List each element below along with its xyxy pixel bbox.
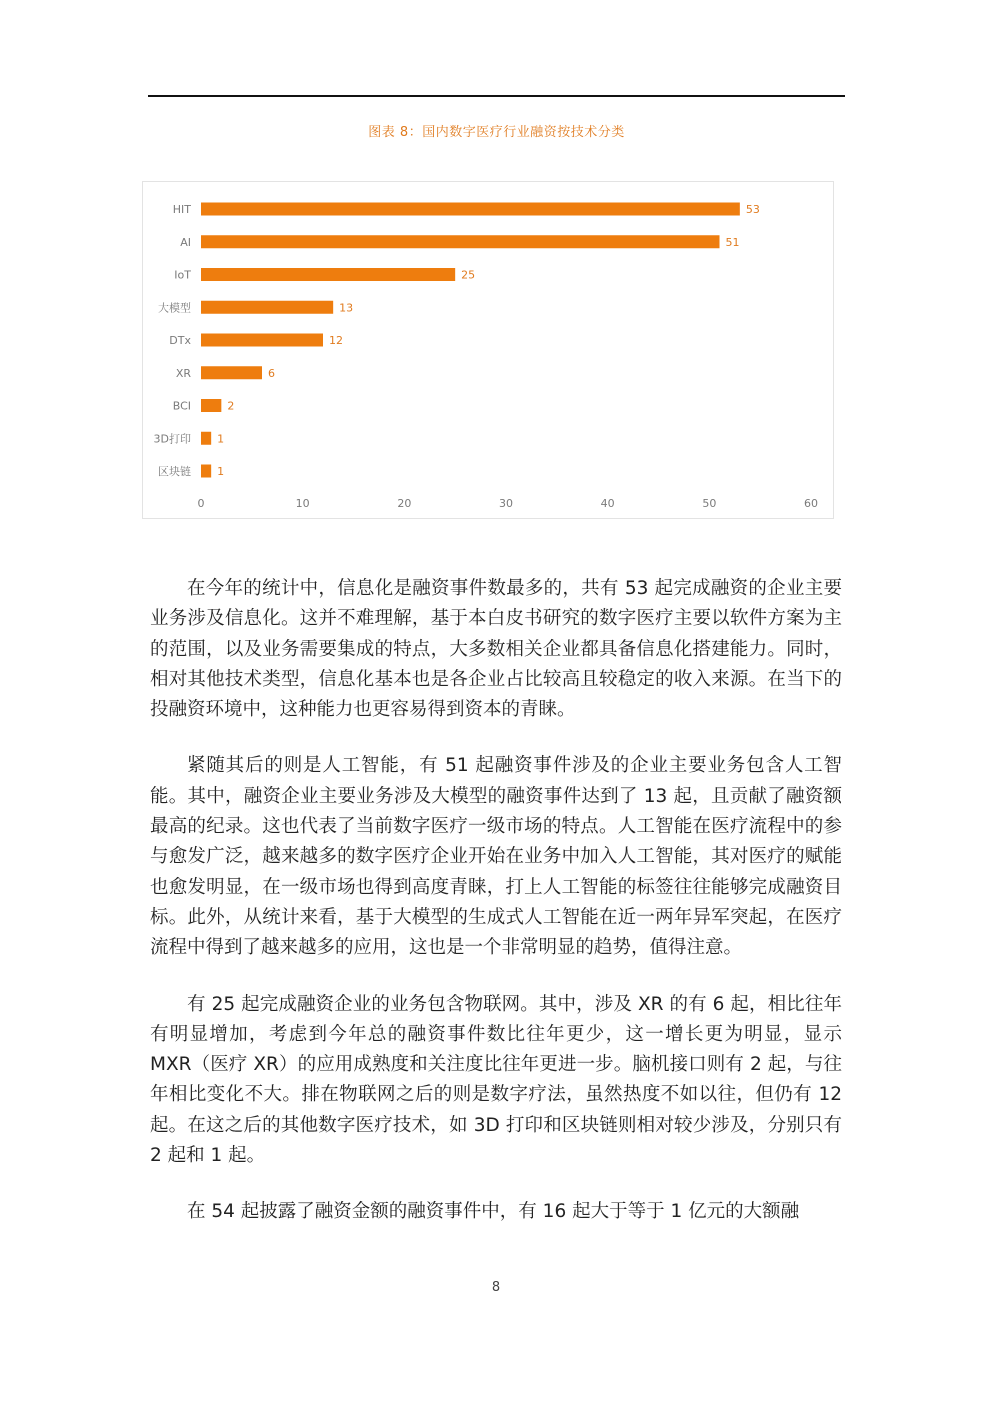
- bar-value-label: 2: [227, 399, 235, 413]
- paragraph-4: 在 54 起披露了融资金额的融资事件中，有 16 起大于等于 1 亿元的大额融: [187, 1201, 800, 1223]
- category-label: 大模型: [158, 301, 191, 315]
- category-label: IoT: [174, 268, 191, 282]
- bar-value-label: 6: [268, 366, 275, 380]
- category-label: HIT: [172, 203, 191, 216]
- bar-value-label: 12: [329, 334, 343, 347]
- category-label: XR: [175, 366, 191, 380]
- bar-chart-svg: [143, 182, 833, 518]
- bar-value-label: 51: [725, 235, 740, 249]
- bar-value-label: 25: [461, 268, 476, 282]
- category-label: 区块链: [158, 465, 191, 478]
- bar: [201, 465, 211, 478]
- bar: [201, 203, 740, 216]
- category-label: DTx: [169, 334, 191, 347]
- x-tick-label: 40: [600, 497, 615, 510]
- x-tick-label: 30: [499, 497, 513, 510]
- bar-value-label: 53: [745, 203, 760, 216]
- bar-value-label: 13: [339, 301, 354, 315]
- x-tick-label: 50: [702, 497, 717, 510]
- bar-chart: [142, 181, 834, 519]
- bar: [201, 334, 323, 347]
- x-tick-label: 10: [295, 497, 310, 510]
- header-rule: [148, 95, 845, 97]
- paragraph-3: 有 25 起完成融资企业的业务包含物联网。其中，涉及 XR 的有 6 起，相比往年有明显增加，考虑到今年总的融资事件数比往年更少，这一增长更为明显，显示 MXR（医疗 XR）的应用成熟度和关注度比往年更进一步。脑机接口则有 2 起，与往年相比变化不大。排在物联网之后的则是数字疗法，虽然热度不如以往，但仍有 12 起。在这之后的其他数字医疗技术，如 3D 打印和区块链则相对较少涉及，分别只有 2 起和 1 起。: [150, 993, 842, 1167]
- x-tick-label: 20: [397, 497, 412, 510]
- bar: [201, 432, 211, 445]
- bar: [201, 366, 262, 379]
- bar: [201, 235, 720, 248]
- body-text: [150, 574, 842, 1254]
- bar: [201, 399, 221, 412]
- figure-caption: 图表 8：国内数字医疗行业融资按技术分类: [368, 125, 625, 140]
- paragraph-1: 在今年的统计中，信息化是融资事件数最多的，共有 53 起完成融资的企业主要业务涉及信息化。这并不难理解，基于本白皮书研究的数字医疗主要以软件方案为主的范围，以及业务需要集成的特点，大多数相关企业都具备信息化搭建能力。同时，相对其他技术类型，信息化基本也是各企业占比较高且较稳定的收入来源。在当下的投融资环境中，这种能力也更容易得到资本的青睐。: [150, 578, 842, 721]
- category-label: 3D打印: [153, 432, 191, 446]
- bar-value-label: 1: [217, 465, 225, 478]
- paragraph-2: 紧随其后的则是人工智能，有 51 起融资事件涉及的企业主要业务包含人工智能。其中，融资企业主要业务涉及大模型的融资事件达到了 13 起，且贡献了融资额最高的纪录。这也代表了当前数字医疗一级市场的特点。人工智能在医疗流程中的参与愈发广泛，越来越多的数字医疗企业开始在业务中加入人工智能，其对医疗的赋能也愈发明显，在一级市场也得到高度青睐，打上人工智能的标签往往能够完成融资目标。此外，从统计来看，基于大模型的生成式人工智能在近一两年异军突起，在医疗流程中得到了越来越多的应用，这也是一个非常明显的趋势，值得注意。: [150, 755, 842, 959]
- x-tick-label: 60: [804, 497, 818, 510]
- bar: [201, 301, 333, 314]
- category-label: AI: [180, 235, 191, 249]
- category-label: BCI: [172, 399, 191, 413]
- page-number: 8: [491, 1280, 501, 1295]
- x-tick-label: 0: [197, 497, 205, 510]
- bar-value-label: 1: [217, 432, 225, 446]
- bar: [201, 268, 455, 281]
